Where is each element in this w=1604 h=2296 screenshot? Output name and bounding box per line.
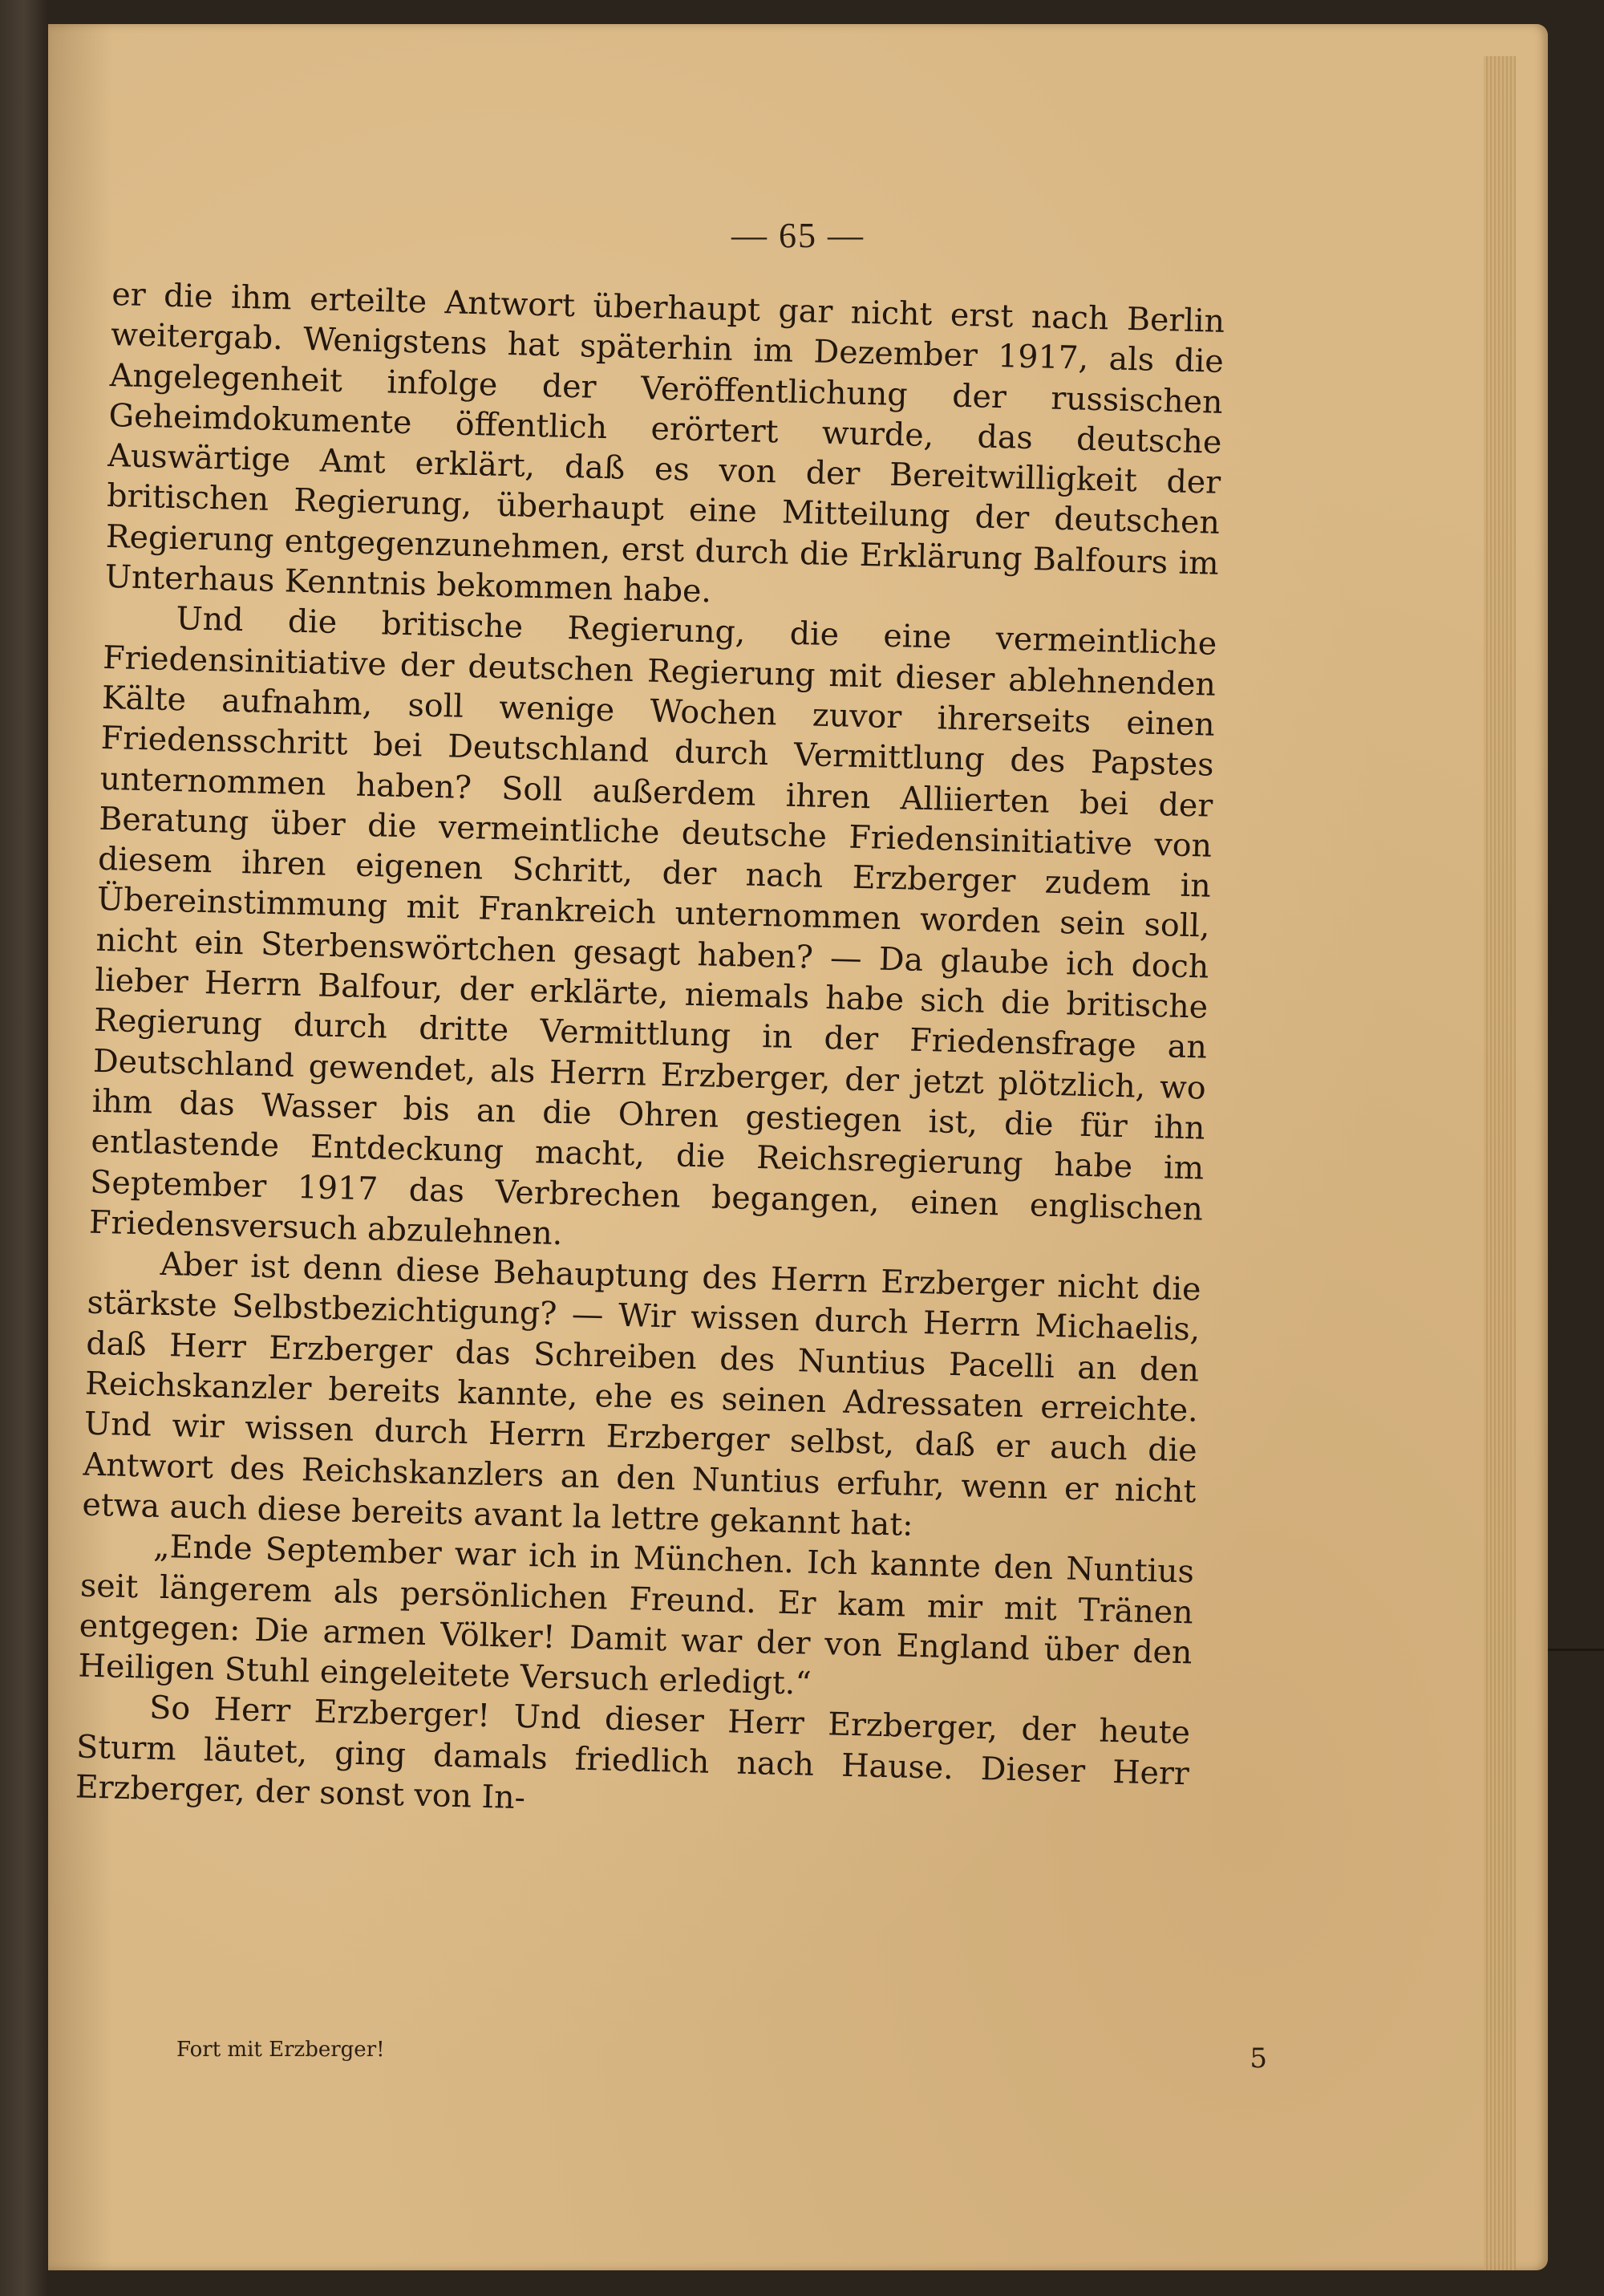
paragraph-5: So Herr Erzberger! Und dieser Herr Erzberger, der heute Sturm läutet, ging damals friedlich nach Hause. Dieser Herr Erzberger, der sonst von In-: [75, 1690, 1191, 1817]
page-number: — 65 —: [731, 216, 865, 255]
paragraph-2: Und die britische Regierung, die eine vermeintliche Friedensinitiative der deutschen Regierung mit dieser ablehnenden Kälte aufnahm, soll wenige Wochen zuvor ihrerseits einen Friedensschritt bei Deutschland durch Vermittlung des Papstes unternommen haben? Soll außerdem ihren Alliierten bei der Beratung über die vermeintliche deutsche Friedensinitiative von diesem ihren eigenen Schritt, der nach Erzberger zudem in Übereinstimmung mit Frankreich unternommen worden sein soll, nicht ein Sterbenswörtchen gesagt haben? — Da glaube ich doch lieber Herrn Balfour, der erklärte, niemals habe sich die britische Regierung durch dritte Vermittlung in der Friedensfrage an Deutschland gewendet, als Herrn Erzberger, der jetzt plötzlich, wo ihm das Wasser bis an die Ohren gestiegen ist, die für ihn entlastende Entdeckung macht, die Reichsregierung habe im September 1917 das Verbrechen begangen, einen englischen Friedensversuch abzulehnen.: [88, 600, 1217, 1252]
paragraph-4-quote: „Ende September war ich in München. Ich kannte den Nuntius seit längerem als persönlichen Freund. Er kam mir mit Tränen entgegen: Die armen Völker! Damit war der von England über den Heiligen Stuhl eingeleitete Versuch erledigt.“: [78, 1527, 1195, 1702]
page-edge-stack: [1484, 56, 1516, 2270]
paragraph-3: Aber ist denn diese Behauptung des Herrn Erzberger nicht die stärkste Selbstbezichtigung? — Wir wissen durch Herrn Michaelis, daß Herr Erzberger das Schreiben des Nuntius Pacelli an den Reichskanzler bereits kannte, ehe es seinen Adressaten erreichte. Und wir wissen durch Herrn Erzberger selbst, daß er auch die Antwort des Reichskanzlers an den Nuntius erfuhr, wenn er nicht etwa auch diese bereits avant la lettre gekannt hat:: [81, 1245, 1202, 1544]
paragraph-1: er die ihm erteilte Antwort überhaupt gar nicht erst nach Berlin weitergab. Wenigstens hat späterhin im Dezember 1917, als die Angelegenheit infolge der Veröffentlichung der russischen Geheimdokumente öffentlich erörtert wurde, das deutsche Auswärtige Amt erklärt, daß es von der Bereitwilligkeit der britischen Regierung, überhaupt eine Mitteilung der deutschen Regierung entgegenzunehmen, erst durch die Erklärung Balfours im Unterhaus Kenntnis bekommen habe.: [104, 275, 1225, 611]
footer-running-title: Fort mit Erzberger!: [176, 2038, 385, 2062]
body-text: [75, 274, 1225, 1835]
book-page: [48, 24, 1548, 2270]
right-edge-tick-mark: [1548, 1649, 1604, 1651]
footer-signature-mark: 5: [1250, 2042, 1267, 2075]
